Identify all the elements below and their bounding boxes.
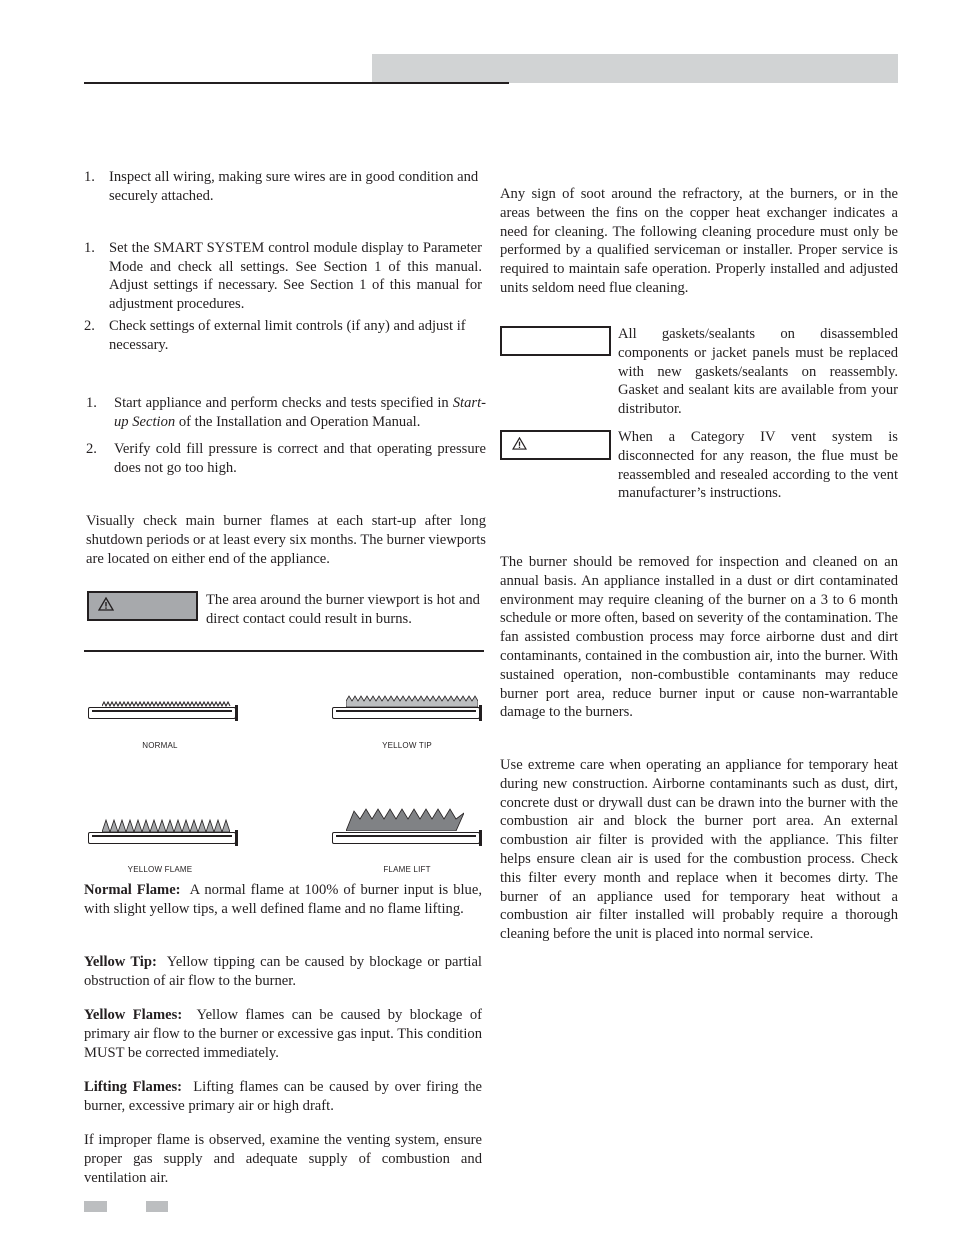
notice-label-box xyxy=(500,326,611,356)
flue-cleaning-intro: Any sign of soot around the refractory, at the burners, or in the areas between the fins on the copper heat exchanger indicates a need for cleaning. The following cleaning procedure must only be performed by a qualified serviceman or installer. Proper service is required to maintain safe operation. Properly installed and adjusted units seldom need flue cleaning. xyxy=(500,186,898,296)
figure-label-yellow-tip: YELLOW TIP xyxy=(382,741,432,750)
header-bar xyxy=(372,54,898,83)
normal-flame-teeth xyxy=(102,699,232,707)
flame-description: A normal flame at 100% of burner input is blue, with slight yellow tips, a well defined flame and no flame lifting. xyxy=(84,882,482,917)
yellow-flame-burner-tube xyxy=(88,832,236,844)
lifting-flames-paragraph xyxy=(84,1078,482,1116)
vent-warning-text: When a Category IV vent system is disconnected for any reason, the flue must be reassembled and resealed according to the vent manufacturer’s instructions. xyxy=(618,429,898,502)
controls-item-2 xyxy=(84,317,484,357)
list-text-part: of the Installation and Operation Manual. xyxy=(175,413,421,430)
yellow-flames-paragraph xyxy=(84,1006,482,1062)
burner-cleaning-paragraph-1: The burner should be removed for inspection and cleaned on an annual basis. An appliance installed in a dust or dirt contaminated environment may require cleaning of the burner on a 3 to 6 month schedule or more often, based on severity of the contamination. The fan assisted combustion process may force airborne dust and dirt contaminants, contained in the combustion air, into the burner. With sustained operation, non-combustible contaminants may reduce burner port area, reduce burner input or cause non-warrantable damage to the burners. xyxy=(500,554,898,721)
list-number: 1. xyxy=(86,395,97,411)
flame-term: Normal Flame: xyxy=(84,882,181,898)
figure-label-yellow-flame: YELLOW FLAME xyxy=(127,865,193,874)
list-number: 1. xyxy=(84,169,95,185)
figure-top-rule xyxy=(84,650,484,652)
flame-lift-teeth xyxy=(346,807,464,831)
normal-flame-paragraph xyxy=(84,881,482,919)
burner-endcap xyxy=(235,705,238,721)
burner-endcap xyxy=(479,830,482,846)
burner-cleaning-paragraph-2: Use extreme care when operating an appliance for temporary heat during new construction. Airborne contaminants such as dust, dirt, concrete dust or drywall dust can be drawn into the burner with the combustion air and block the burner port area. An external combustion air filter is provided with the appliance. This filter helps ensure clean air is used for the combustion process. Check this filter every month and replace when it becomes dirty. The burner of an appliance used for temporary heat without a combustion air filter installed will probably require a thorough cleaning before the unit is placed into normal service. xyxy=(500,757,898,943)
footer-mark-left xyxy=(84,1201,107,1212)
improper-flame-paragraph: If improper flame is observed, examine the venting system, ensure proper gas supply and adequate supply of combustion and ventilation air. xyxy=(84,1132,482,1186)
warning-triangle-icon xyxy=(512,437,527,455)
controls-item-1 xyxy=(84,239,484,315)
gasket-notice-text: All gaskets/sealants on disassembled components or jacket panels must be replaced with new gaskets/sealants on reassembly. Gasket and sealant kits are available from your distributor. xyxy=(618,326,898,418)
viewport-warning-text: The area around the burner viewport is hot and direct contact could result in burns. xyxy=(206,592,480,627)
list-number: 2. xyxy=(84,318,95,334)
yellow-flame-teeth xyxy=(102,816,230,832)
figure-label-flame-lift: FLAME LIFT xyxy=(383,865,431,874)
yellow-tip-paragraph xyxy=(84,953,482,991)
startup-item-1 xyxy=(86,394,486,434)
flame-description: Lifting flames can be caused by over firing the burner, excessive primary air or high draft. xyxy=(84,1079,482,1114)
burner-endcap xyxy=(235,830,238,846)
flame-term: Yellow Flames: xyxy=(84,1007,183,1023)
list-text: Verify cold fill pressure is correct and that operating pressure does not go too high. xyxy=(114,441,486,476)
footer-mark-right xyxy=(146,1201,168,1212)
list-text: Set the SMART SYSTEM control module display to Parameter Mode and check all settings. See Section 1 of this manual. Adjust settings if necessary. See Section 1 of this manual for adjustment procedures. xyxy=(109,240,482,312)
wiring-item-1 xyxy=(84,168,484,208)
figure-label-normal: NORMAL xyxy=(142,741,178,750)
list-text-italic: Start-up Section xyxy=(114,395,486,430)
normal-burner-tube xyxy=(88,707,236,719)
yellow-tip-flame-teeth xyxy=(346,695,478,707)
burner-flame-figure xyxy=(84,690,484,880)
burner-flame-intro: Visually check main burner flames at each start-up after long shutdown periods or at least every six months. The burner viewports are located on either end of the appliance. xyxy=(86,513,486,567)
list-number: 1. xyxy=(84,240,95,256)
flame-lift-burner-tube xyxy=(332,832,480,844)
list-text xyxy=(114,394,486,431)
flame-description: Yellow tipping can be caused by blockage or partial obstruction of air flow to the burner. xyxy=(84,954,482,989)
startup-item-2 xyxy=(86,440,486,480)
warning-label-box xyxy=(87,591,198,621)
list-text: Inspect all wiring, making sure wires are in good condition and securely attached. xyxy=(109,169,479,204)
vent-warning-label-box xyxy=(500,430,611,460)
header-rule xyxy=(84,82,509,84)
flame-term: Yellow Tip: xyxy=(84,954,157,970)
flame-term: Lifting Flames: xyxy=(84,1079,183,1095)
flame-description: Yellow flames can be caused by blockage of primary air flow to the burner or excessive gas input. This condition MUST be corrected immediately. xyxy=(84,1007,482,1061)
list-text: Check settings of external limit controls (if any) and adjust if necessary. xyxy=(109,318,466,353)
yellow-tip-burner-tube xyxy=(332,707,480,719)
list-number: 2. xyxy=(86,441,97,457)
warning-triangle-icon xyxy=(98,597,114,616)
burner-endcap xyxy=(479,705,482,721)
list-text-part: Start appliance and perform checks and tests specified in xyxy=(114,395,453,411)
